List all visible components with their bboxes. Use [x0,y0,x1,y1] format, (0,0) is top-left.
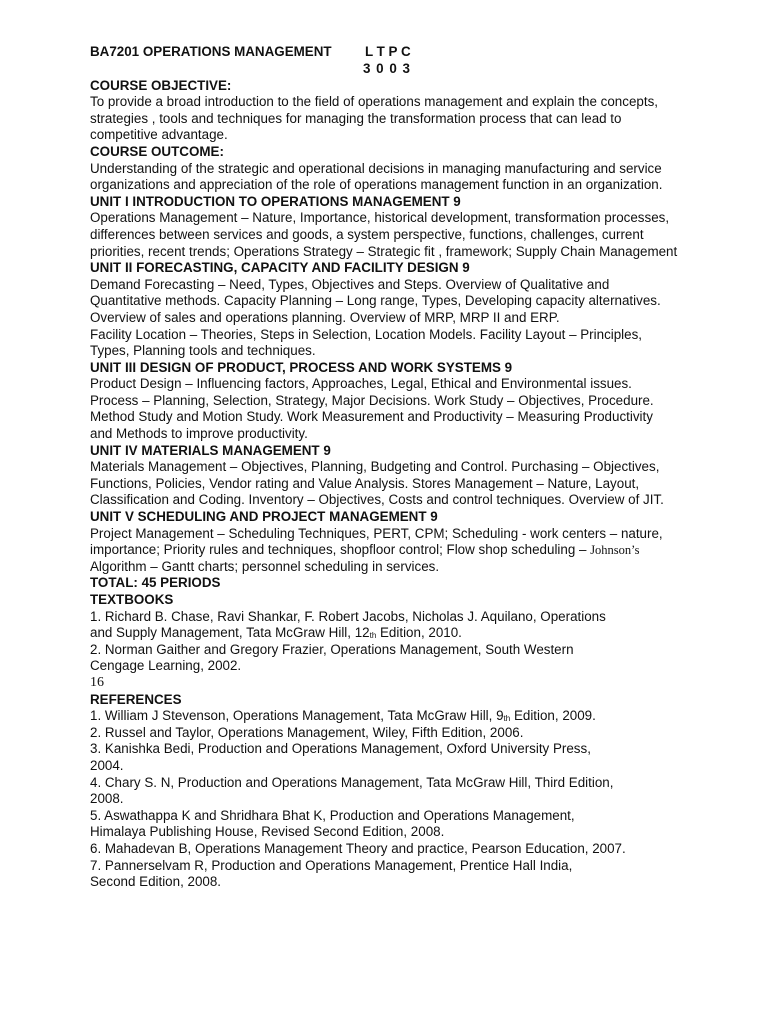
unit-1-heading: UNIT I INTRODUCTION TO OPERATIONS MANAGEMENT 9 [90,193,461,209]
unit-1-line: differences between services and goods, a system perspective, functions, challenges, current [90,226,644,242]
unit-5-line-text: importance; Priority rules and techniques, shopfloor control; Flow shop scheduling – [90,542,591,558]
unit-1-line: priorities, recent trends; Operations Strategy – Strategic fit , framework; Supply Chain Management [90,243,678,259]
unit-5-heading: UNIT V SCHEDULING AND PROJECT MANAGEMENT 9 [90,509,438,525]
objective-line: competitive advantage. [90,127,228,143]
unit-5-line: Algorithm – Gantt charts; personnel scheduling in services. [90,558,440,574]
reference-item: 5. Aswathappa K and Shridhara Bhat K, Production and Operations Management, [90,807,575,823]
unit-1-line: Operations Management – Nature, Importance, historical development, transformation processes, [90,210,670,226]
reference-item [90,708,710,725]
unit-2-heading: UNIT II FORECASTING, CAPACITY AND FACILITY DESIGN 9 [90,260,470,276]
course-code-title: BA7201 OPERATIONS MANAGEMENT [90,44,332,59]
outcome-heading: COURSE OUTCOME: [90,143,224,159]
unit-3-heading: UNIT III DESIGN OF PRODUCT, PROCESS AND WORK SYSTEMS 9 [90,359,513,375]
outcome-line: organizations and appreciation of the role of operations management function in an organization. [90,177,663,193]
page-number: 16 [90,674,104,690]
textbook-text: Edition, 2010. [376,625,462,641]
reference-text: Edition, 2009. [510,708,596,724]
unit-2-line: Facility Location – Theories, Steps in Selection, Location Models. Facility Layout – Principles, [90,326,643,342]
unit-3-line: Method Study and Motion Study. Work Measurement and Productivity – Measuring Productivity [90,409,653,425]
unit-3-line: and Methods to improve productivity. [90,426,308,442]
textbooks-heading: TEXTBOOKS [90,592,174,607]
unit-2-line: Types, Planning tools and techniques. [90,343,316,359]
total-periods: TOTAL: 45 PERIODS [90,575,221,591]
unit-2-line: Quantitative methods. Capacity Planning – Long range, Types, Developing capacity alternatives. [90,293,661,309]
unit-3-line: Product Design – Influencing factors, Approaches, Legal, Ethical and Environmental issues. [90,376,632,392]
references-heading: REFERENCES [90,691,182,707]
syllabus-content [90,44,710,891]
course-header [90,44,710,61]
reference-item: 2008. [90,791,124,807]
objective-line: strategies , tools and techniques for managing the transformation process that can lead to [90,110,622,126]
unit-4-line: Classification and Coding. Inventory – Objectives, Costs and control techniques. Overview of JIT. [90,492,664,508]
unit-4-heading: UNIT IV MATERIALS MANAGEMENT 9 [90,442,331,458]
unit-5-line: Project Management – Scheduling Techniques, PERT, CPM; Scheduling - work centers – nature, [90,525,663,541]
reference-item: 7. Pannerselvam R, Production and Operations Management, Prentice Hall India, [90,857,573,873]
reference-item: Second Edition, 2008. [90,874,222,890]
unit-4-line: Materials Management – Objectives, Planning, Budgeting and Control. Purchasing – Objectives, [90,459,660,475]
textbook-item [90,625,710,642]
course-credits: 3 0 0 3 [363,61,411,76]
unit-5-line [90,542,710,559]
reference-item: 2004. [90,757,124,773]
unit-3-line: Process – Planning, Selection, Strategy, Major Decisions. Work Study – Objectives, Procedure. [90,392,654,408]
textbook-text: and Supply Management, Tata McGraw Hill, 12 [90,625,370,641]
ordinal-suffix: th [503,714,511,724]
textbook-item: Cengage Learning, 2002. [90,658,242,674]
reference-item: 3. Kanishka Bedi, Production and Operations Management, Oxford University Press, [90,741,591,757]
unit-2-line: Demand Forecasting – Need, Types, Objectives and Steps. Overview of Qualitative and [90,276,610,292]
reference-item: Himalaya Publishing House, Revised Second Edition, 2008. [90,824,445,840]
objective-heading: COURSE OBJECTIVE: [90,77,232,93]
reference-item: 6. Mahadevan B, Operations Management Theory and practice, Pearson Education, 2007. [90,840,626,856]
textbook-item: 2. Norman Gaither and Gregory Frazier, Operations Management, South Western [90,641,574,657]
textbook-item: 1. Richard B. Chase, Ravi Shankar, F. Robert Jacobs, Nicholas J. Aquilano, Operations [90,608,606,624]
ltpc-label: L T P C [365,44,411,59]
outcome-line: Understanding of the strategic and operational decisions in managing manufacturing and service [90,160,662,176]
ordinal-suffix: th [369,631,377,641]
objective-line: To provide a broad introduction to the field of operations management and explain the concepts, [90,94,658,110]
unit-5-line-serif-text: Johnson’s [590,543,640,558]
unit-4-line: Functions, Policies, Vendor rating and Value Analysis. Stores Management – Nature, Layout, [90,475,640,491]
reference-item: 2. Russel and Taylor, Operations Management, Wiley, Fifth Edition, 2006. [90,724,524,740]
unit-2-line: Overview of sales and operations planning. Overview of MRP, MRP II and ERP. [90,309,560,325]
reference-item: 4. Chary S. N, Production and Operations Management, Tata McGraw Hill, Third Edition, [90,774,614,790]
reference-text: 1. William J Stevenson, Operations Management, Tata McGraw Hill, 9 [90,708,504,724]
